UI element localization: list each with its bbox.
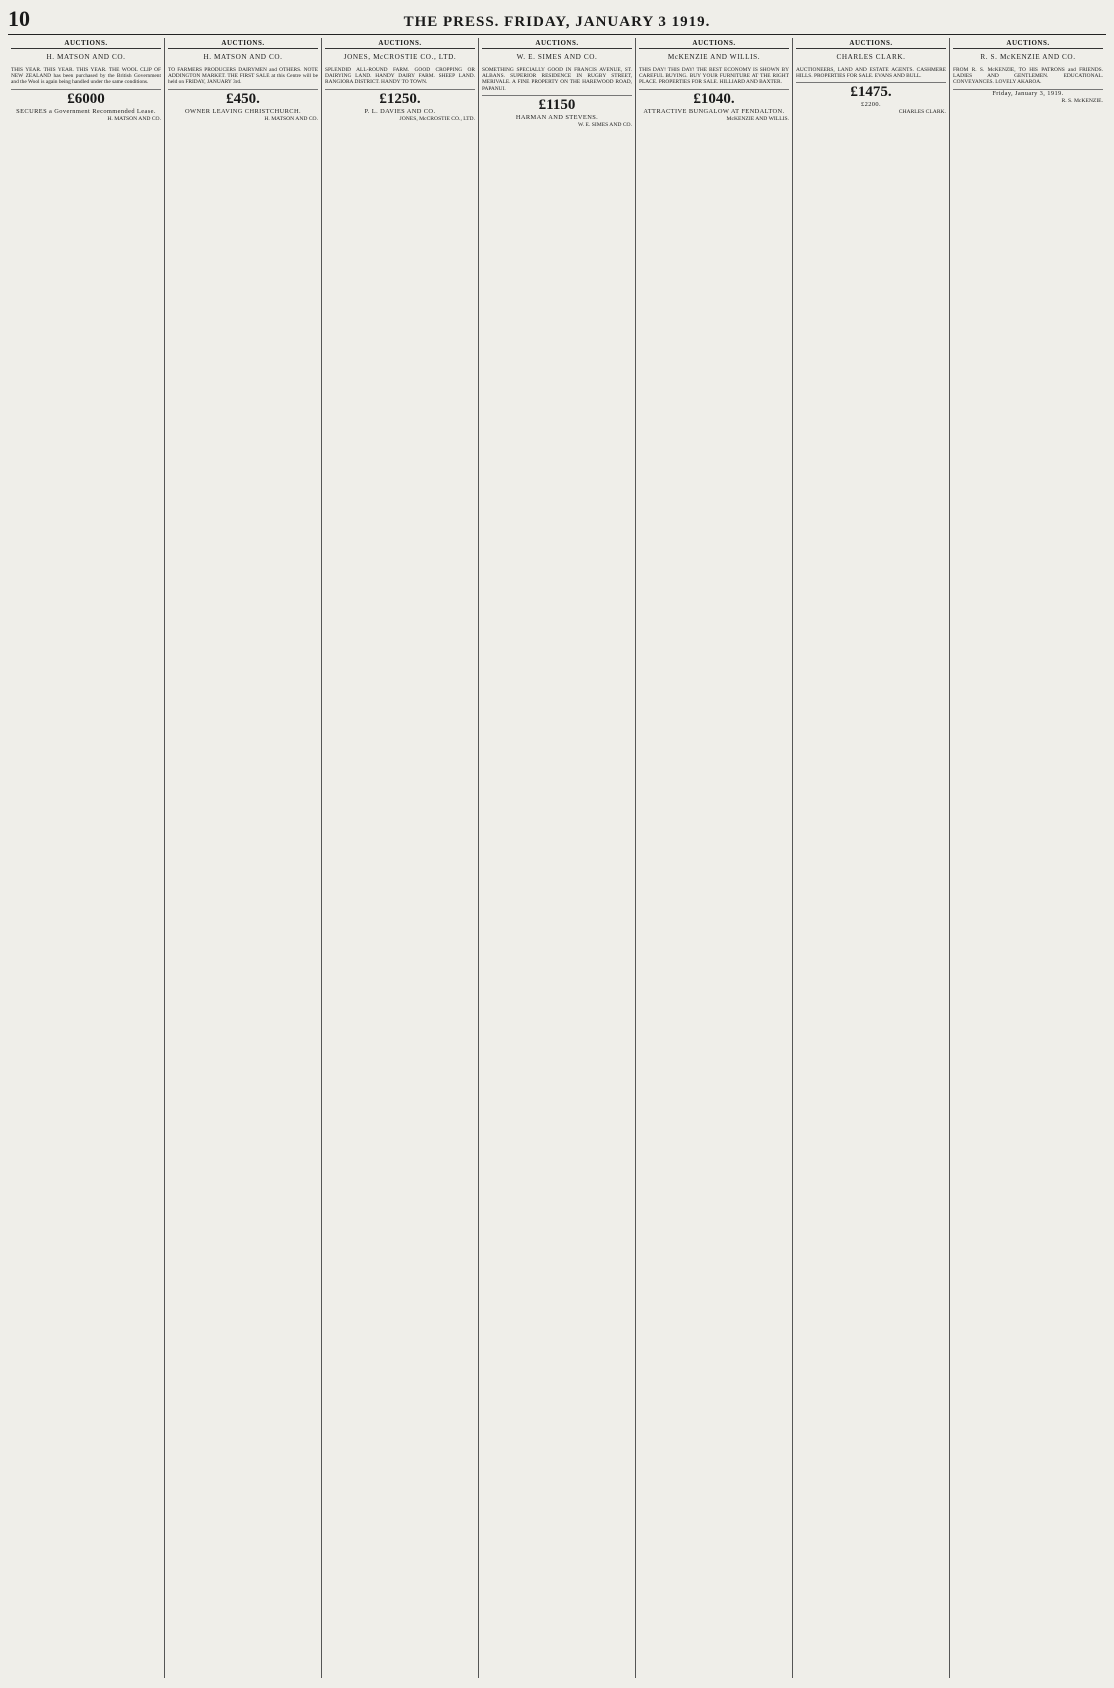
price-note: ATTRACTIVE BUNGALOW AT FENDALTON.: [643, 107, 785, 115]
signature: JONES, McCROSTIE CO., LTD.: [399, 115, 475, 122]
signature: H. MATSON AND CO.: [107, 115, 161, 122]
section-heading: AUCTIONS.: [325, 38, 475, 49]
column-7: [950, 38, 1106, 1678]
firm-name: H. MATSON AND CO.: [46, 53, 126, 61]
column-4: [479, 38, 636, 1678]
price: £1040.: [693, 90, 735, 107]
masthead: [8, 6, 1106, 35]
page-number: 10: [8, 6, 30, 31]
signature: W. E. SIMES AND CO.: [577, 121, 632, 128]
column-3: [322, 38, 479, 1678]
price: £1250.: [379, 90, 421, 107]
signature: R. S. McKENZIE.: [1061, 97, 1103, 104]
firm-name: CHARLES CLARK.: [836, 53, 906, 61]
firm-name: McKENZIE AND WILLIS.: [667, 53, 761, 61]
firm-name: R. S. McKENZIE AND CO.: [980, 53, 1076, 61]
section-heading: AUCTIONS.: [168, 38, 318, 49]
price: £1150: [538, 96, 576, 113]
ad-body: THIS YEAR. THIS YEAR. THIS YEAR. THE WOOL CLIP OF NEW ZEALAND has been purchased by the British Government and the Wool is again being handled under the same conditions.: [11, 65, 161, 90]
ad-body: SPLENDID ALL-ROUND FARM. GOOD CROPPING OR DAIRYING LAND. HANDY DAIRY FARM. SHEEP LAND. RANGIORA DISTRICT. HANDY TO TOWN.: [325, 65, 475, 90]
section-heading: AUCTIONS.: [796, 38, 946, 49]
firm-name: W. E. SIMES AND CO.: [516, 53, 598, 61]
ad-body: SOMETHING SPECIALLY GOOD IN FRANCIS AVENUE, ST. ALBANS. SUPERIOR RESIDENCE IN RUGBY STREET, MERIVALE. A FINE PROPERTY ON THE HAREWOOD ROAD, PAPANUI.: [482, 65, 632, 96]
price-note: HARMAN AND STEVENS.: [515, 113, 599, 121]
ad-body: FROM R. S. McKENZIE, TO HIS PATRONS and FRIENDS. LADIES AND GENTLEMEN. EDUCATIONAL. CONVEYANCES. LOVELY AKAROA.: [953, 65, 1103, 90]
ad-body: AUCTIONEERS, LAND AND ESTATE AGENTS. CASHMERE HILLS. PROPERTIES FOR SALE. EVANS AND BULL.: [796, 65, 946, 83]
column-5: [636, 38, 793, 1678]
columns: [8, 38, 1106, 1678]
column-2: [165, 38, 322, 1678]
price: £1475.: [850, 84, 892, 101]
price: £450.: [226, 90, 260, 107]
price-note: £2200.: [861, 101, 881, 109]
price-note: SECURES a Government Recommended Lease.: [16, 107, 156, 115]
section-heading: AUCTIONS.: [482, 38, 632, 49]
price-note: Friday, January 3, 1919.: [992, 89, 1064, 97]
page-title: THE PRESS. FRIDAY, JANUARY 3 1919.: [403, 14, 711, 30]
price-note: OWNER LEAVING CHRISTCHURCH.: [185, 107, 301, 115]
section-heading: AUCTIONS.: [953, 38, 1103, 49]
signature: H. MATSON AND CO.: [264, 115, 318, 122]
column-6: [793, 38, 950, 1678]
section-heading: AUCTIONS.: [639, 38, 789, 49]
column-1: [8, 38, 165, 1678]
price-note: P. L. DAVIES AND CO.: [364, 107, 436, 115]
ad-body: TO FARMERS PRODUCERS DAIRYMEN and OTHERS. NOTE ADDINGTON MARKET. THE FIRST SALE at this Centre will be held on FRIDAY, JANUARY 3rd.: [168, 65, 318, 90]
signature: McKENZIE AND WILLIS.: [726, 115, 789, 122]
ad-body: THIS DAY! THIS DAY! THE BEST ECONOMY IS SHOWN BY CAREFUL BUYING. BUY YOUR FURNITURE AT THE RIGHT PLACE. PROPERTIES FOR SALE. HILLIARD AND BAXTER.: [639, 65, 789, 90]
price: £6000: [67, 90, 105, 107]
firm-name: H. MATSON AND CO.: [203, 53, 283, 61]
section-heading: AUCTIONS.: [11, 38, 161, 49]
signature: CHARLES CLARK.: [898, 109, 946, 116]
firm-name: JONES, McCROSTIE CO., LTD.: [343, 53, 457, 61]
